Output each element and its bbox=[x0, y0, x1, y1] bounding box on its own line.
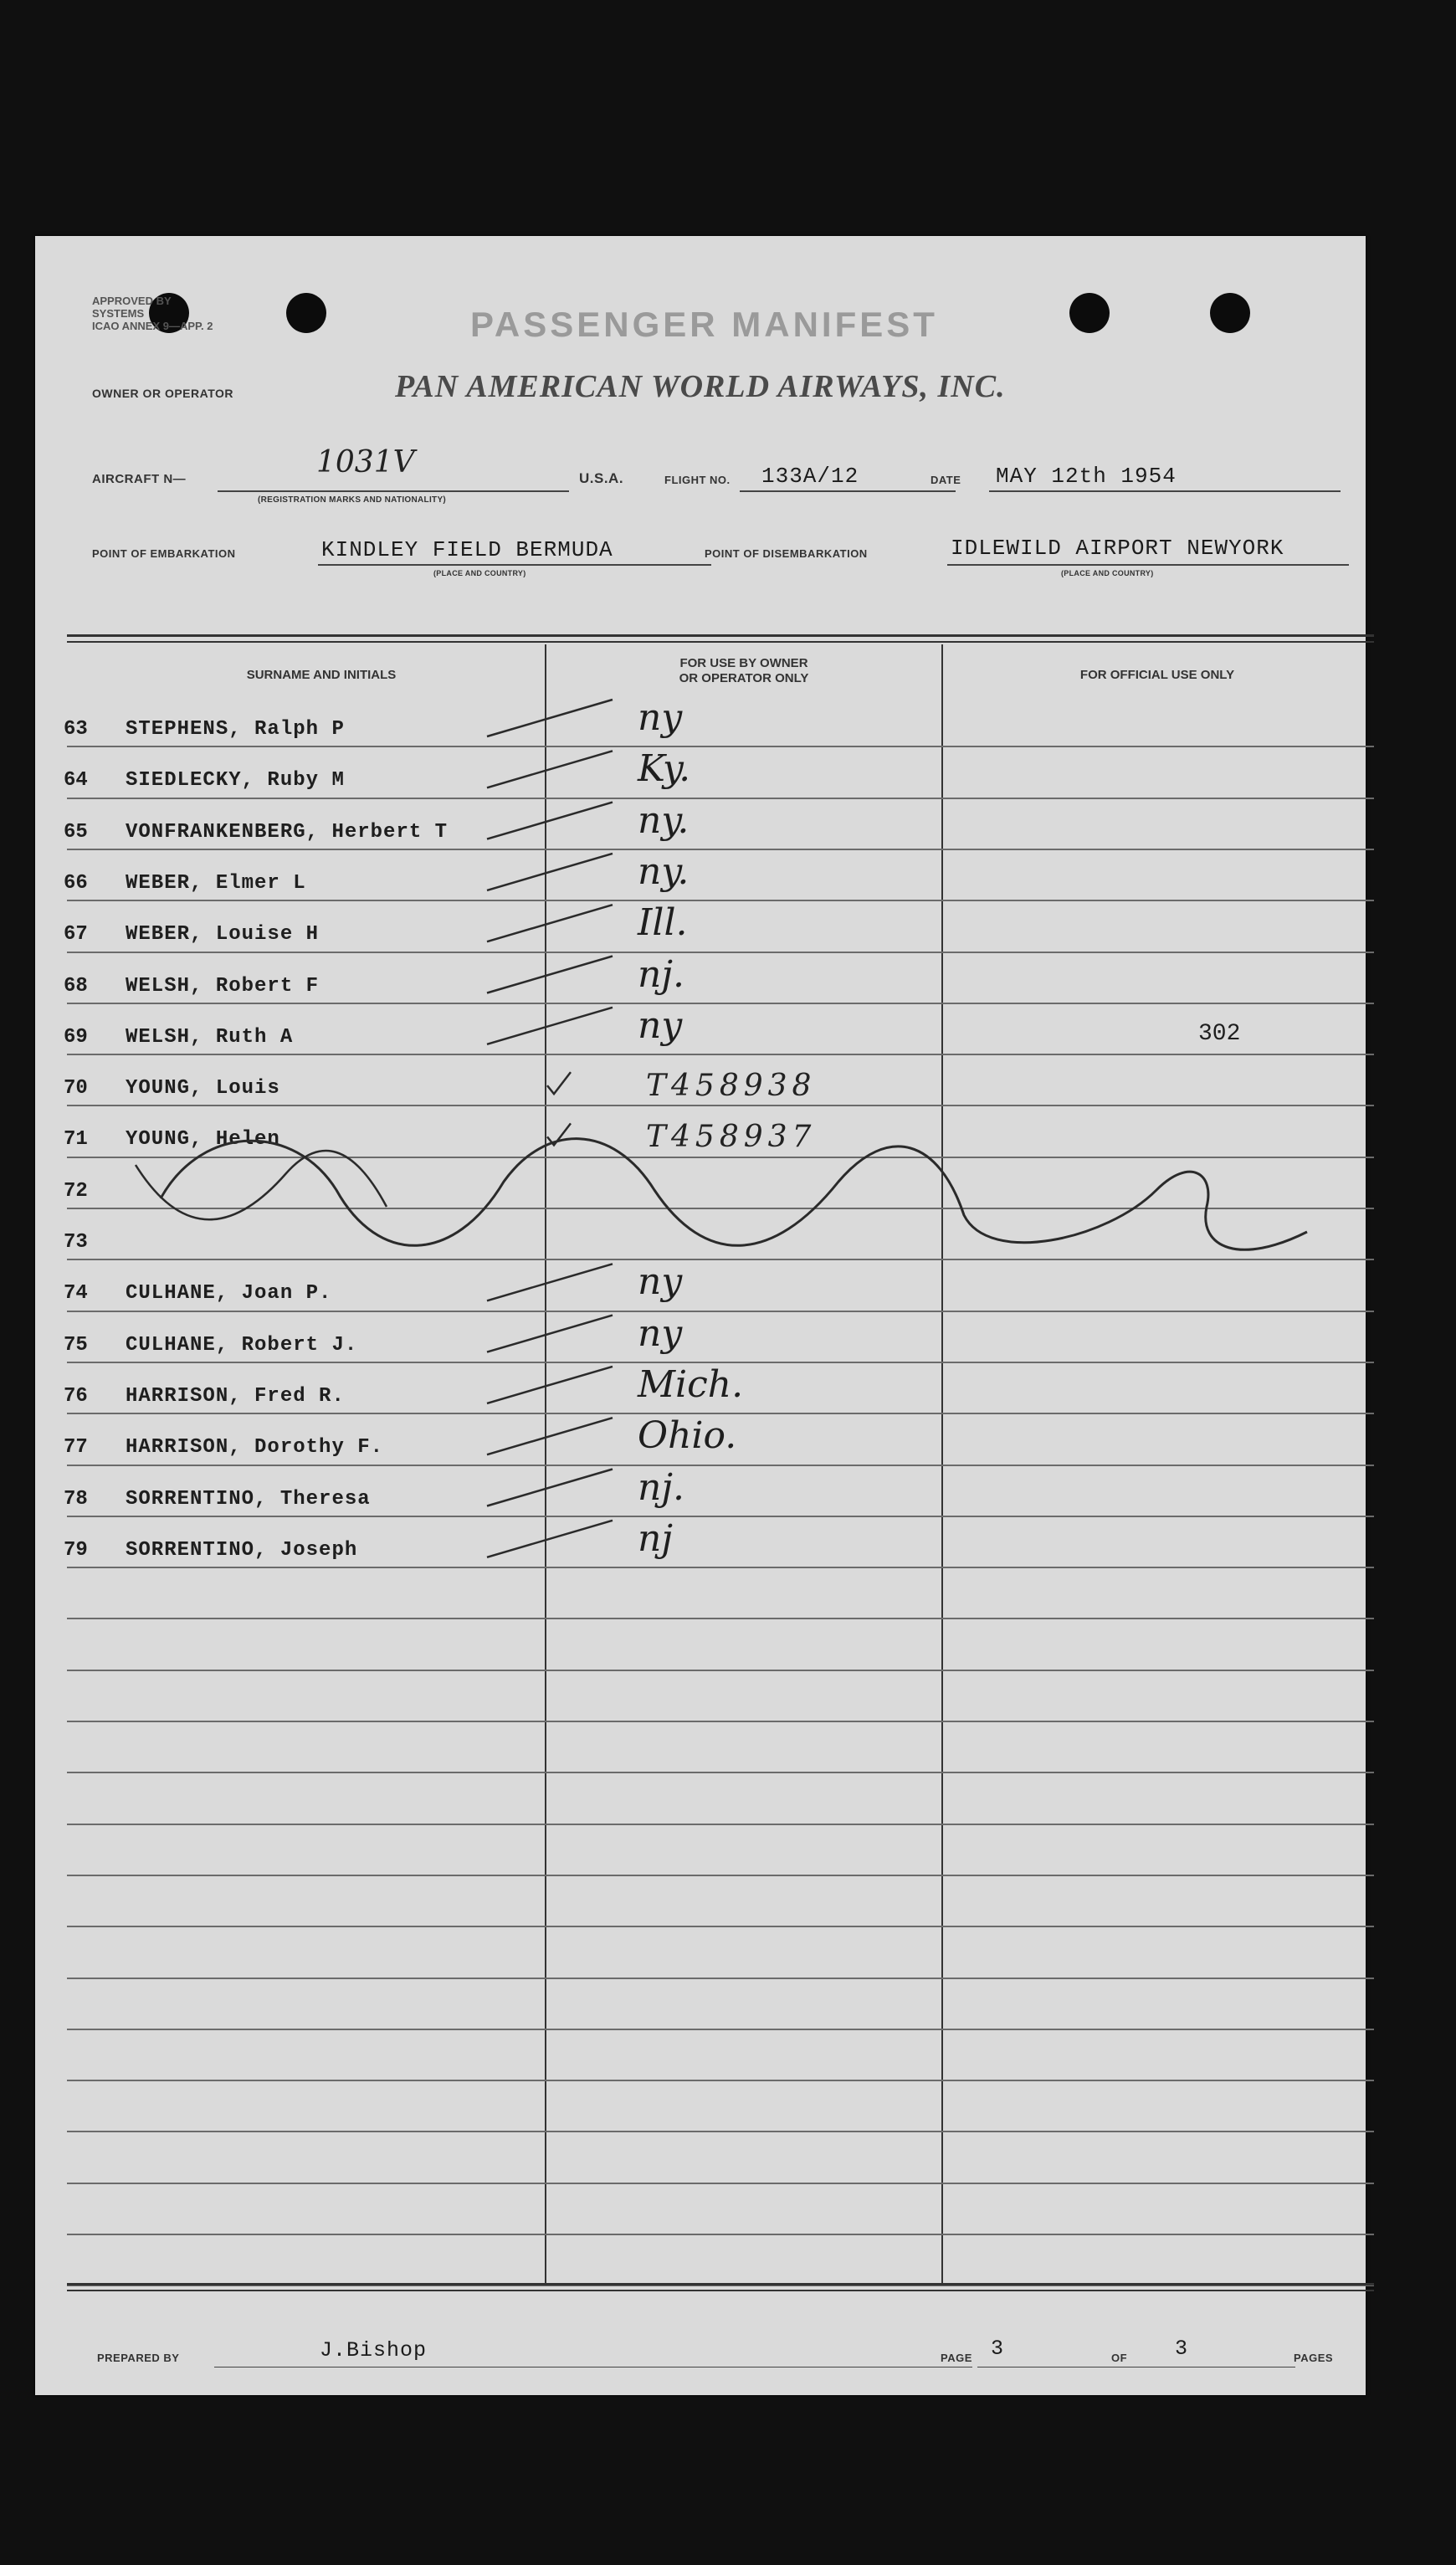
row-number: 66 bbox=[64, 871, 88, 895]
row-code: ny. bbox=[638, 798, 690, 842]
row-code: nj. bbox=[638, 952, 684, 996]
row-name: WELSH, Robert F bbox=[126, 974, 320, 998]
flight-value: 133A/12 bbox=[761, 464, 859, 489]
disembark-note: (PLACE AND COUNTRY) bbox=[1061, 569, 1154, 577]
manifest-sheet bbox=[35, 236, 1366, 2395]
row-number: 70 bbox=[64, 1077, 88, 1100]
embark-note: (PLACE AND COUNTRY) bbox=[433, 569, 526, 577]
prepared-value: J.Bishop bbox=[320, 2338, 428, 2362]
column-header-official-use: FOR OFFICIAL USE ONLY bbox=[1079, 668, 1235, 682]
row-number: 63 bbox=[64, 718, 88, 741]
date-label: DATE bbox=[931, 474, 961, 486]
disembark-label: POINT OF DISEMBARKATION bbox=[705, 547, 868, 560]
date-value: MAY 12th 1954 bbox=[996, 464, 1177, 489]
row-code: T458938 bbox=[646, 1069, 817, 1104]
prepared-label: PREPARED BY bbox=[97, 2352, 180, 2364]
row-name: SORRENTINO, Joseph bbox=[126, 1538, 358, 1562]
handwritten-marks bbox=[35, 236, 1366, 2395]
row-number: 69 bbox=[64, 1025, 88, 1049]
disembark-value: IDLEWILD AIRPORT NEWYORK bbox=[951, 536, 1284, 561]
owner-label: OWNER OR OPERATOR bbox=[92, 387, 233, 400]
aircraft-label: AIRCRAFT N— bbox=[92, 472, 187, 486]
checkmark bbox=[487, 700, 613, 736]
row-name: SIEDLECKY, Ruby M bbox=[126, 769, 345, 793]
checkmark bbox=[487, 1316, 613, 1352]
row-number: 72 bbox=[64, 1179, 88, 1203]
row-name: WELSH, Ruth A bbox=[126, 1025, 294, 1049]
row-code: Mich. bbox=[638, 1362, 744, 1406]
approval-line: APPROVED BY bbox=[92, 295, 172, 307]
checkmark bbox=[547, 1072, 571, 1094]
row-code: nj. bbox=[638, 1465, 684, 1509]
row-name: WEBER, Elmer L bbox=[126, 871, 306, 895]
registration-note: (REGISTRATION MARKS AND NATIONALITY) bbox=[258, 495, 447, 505]
checkmark bbox=[487, 1367, 613, 1403]
checkmark bbox=[487, 905, 613, 941]
approval-line: SYSTEMS bbox=[92, 307, 145, 320]
aircraft-value: 1031V bbox=[316, 445, 415, 480]
row-code: T458937 bbox=[646, 1120, 817, 1155]
of-value: 3 bbox=[1175, 2337, 1189, 2361]
row-name: HARRISON, Dorothy F. bbox=[126, 1436, 384, 1459]
row-name: WEBER, Louise H bbox=[126, 923, 320, 946]
column-header-owner-use: FOR USE BY OWNER OR OPERATOR ONLY bbox=[679, 656, 809, 685]
row-name: STEPHENS, Ralph P bbox=[126, 718, 345, 741]
row-number: 64 bbox=[64, 769, 88, 793]
page-label: PAGE bbox=[941, 2352, 972, 2364]
row-number: 79 bbox=[64, 1538, 88, 1562]
checkmark bbox=[487, 1264, 613, 1300]
column-header-surname: SURNAME AND INITIALS bbox=[246, 668, 397, 682]
row-code: ny. bbox=[638, 849, 690, 893]
row-name: VONFRANKENBERG, Herbert T bbox=[126, 820, 449, 844]
checkmark bbox=[487, 854, 613, 890]
row-number: 76 bbox=[64, 1384, 88, 1408]
row-code: ny bbox=[638, 1260, 683, 1304]
row-code: ny bbox=[638, 1311, 683, 1355]
row-number: 77 bbox=[64, 1436, 88, 1459]
row-number: 68 bbox=[64, 974, 88, 998]
owner-value: PAN AMERICAN WORLD AIRWAYS, INC. bbox=[395, 369, 1006, 404]
row-number: 74 bbox=[64, 1282, 88, 1306]
page-value: 3 bbox=[991, 2337, 1005, 2361]
embark-label: POINT OF EMBARKATION bbox=[92, 547, 236, 560]
row-code: Ky. bbox=[638, 747, 691, 791]
row-name: CULHANE, Robert J. bbox=[126, 1333, 358, 1357]
row-code: ny bbox=[638, 1003, 683, 1047]
checkmark bbox=[487, 751, 613, 787]
row-number: 65 bbox=[64, 820, 88, 844]
flight-label: FLIGHT NO. bbox=[664, 474, 731, 486]
row-code: Ohio. bbox=[638, 1414, 737, 1458]
checkmark bbox=[487, 1418, 613, 1454]
row-official: 302 bbox=[1198, 1020, 1241, 1047]
row-name: CULHANE, Joan P. bbox=[126, 1282, 332, 1306]
row-name: YOUNG, Louis bbox=[126, 1077, 280, 1100]
row-number: 67 bbox=[64, 923, 88, 946]
pages-label: PAGES bbox=[1294, 2352, 1334, 2364]
embark-value: KINDLEY FIELD BERMUDA bbox=[321, 537, 613, 562]
row-code: nj bbox=[638, 1516, 673, 1560]
strike-scribble bbox=[161, 1139, 1307, 1250]
row-code: Ill. bbox=[638, 901, 688, 945]
row-number: 71 bbox=[64, 1128, 88, 1152]
row-name: HARRISON, Fred R. bbox=[126, 1384, 345, 1408]
of-label: OF bbox=[1111, 2352, 1128, 2364]
row-number: 75 bbox=[64, 1333, 88, 1357]
row-number: 73 bbox=[64, 1231, 88, 1254]
checkmark bbox=[487, 1521, 613, 1557]
checkmark bbox=[487, 1470, 613, 1506]
checkmark bbox=[487, 1008, 613, 1044]
form-title: PASSENGER MANIFEST bbox=[470, 305, 938, 344]
checkmark bbox=[487, 803, 613, 839]
row-name: YOUNG, Helen bbox=[126, 1128, 280, 1152]
approval-line: ICAO ANNEX 9—APP. 2 bbox=[92, 320, 213, 332]
row-code: ny bbox=[638, 696, 683, 739]
row-number: 78 bbox=[64, 1487, 88, 1511]
usa-label: U.S.A. bbox=[579, 470, 624, 486]
checkmark bbox=[487, 957, 613, 993]
row-name: SORRENTINO, Theresa bbox=[126, 1487, 371, 1511]
